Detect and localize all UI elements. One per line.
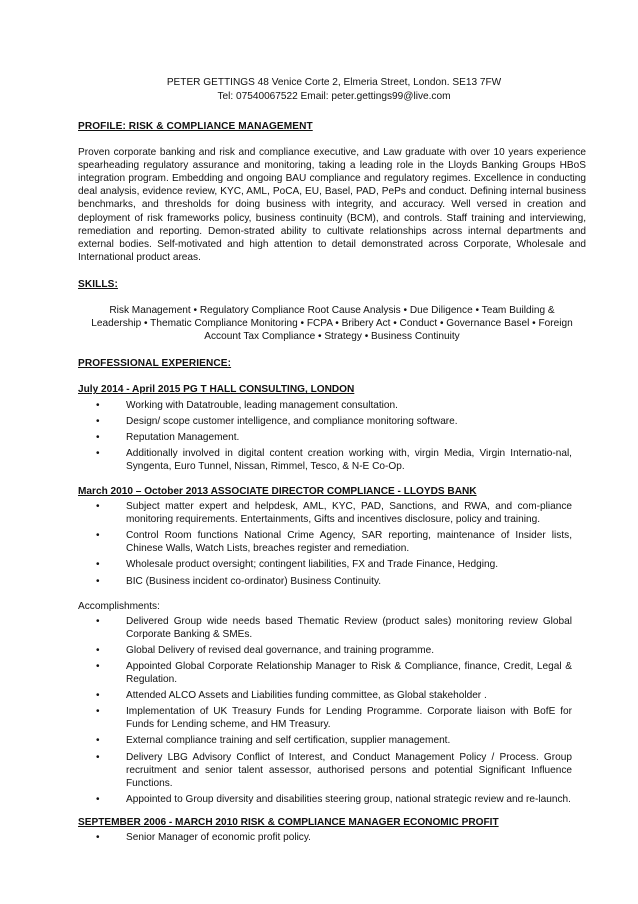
skills-list: Risk Management • Regulatory Compliance Root Cause Analysis • Due Diligence • Team Building & Leadership • Thematic Compliance Monitoring • FCPA • Bribery Act • Conduct • Governance Basel • Foreign Account Tax Compliance • Strategy • Business Continuity xyxy=(91,305,573,343)
job-entry xyxy=(78,485,586,806)
job-duties xyxy=(78,500,586,588)
bullet-icon: • xyxy=(96,559,100,571)
bullet-icon: • xyxy=(96,735,100,747)
list-item: • Reputation Management. xyxy=(96,431,240,443)
list-item: • Delivered Group wide needs based Thematic Review (product sales) monitoring review Global Corporate Banking & SMEs. xyxy=(96,615,572,640)
list-item: • Implementation of UK Treasury Funds for Lending Programme. Corporate liaison with BofE for Funds for Lending scheme, and HM Treasury. xyxy=(96,706,572,731)
list-item: • Global Delivery of revised deal governance, and training programme. xyxy=(96,644,435,656)
bullet-icon: • xyxy=(96,575,100,587)
job-duties xyxy=(78,831,586,844)
list-item: • Attended ALCO Assets and Liabilities funding committee, as Global stakeholder . xyxy=(96,690,487,702)
job-title: July 2014 - April 2015 PG T HALL CONSULTING, LONDON xyxy=(78,384,355,396)
contact-header xyxy=(82,76,586,104)
job-entry xyxy=(78,816,586,844)
list-item: • External compliance training and self certification, supplier management. xyxy=(96,735,451,747)
list-item: • Working with Datatrouble, leading management consultation. xyxy=(96,399,398,411)
bullet-icon: • xyxy=(96,706,100,718)
phone-email-line: Tel: 07540067522 Email: peter.gettings99@live.com xyxy=(217,91,451,102)
accomplishments-list xyxy=(78,615,586,806)
bullet-icon: • xyxy=(96,751,100,763)
list-item: • Delivery LBG Advisory Conflict of Interest, and Conduct Management Policy / Process. Group recruitment and senior talent assessor, authorised persons and potential Significant Influence Functions. xyxy=(96,751,572,789)
bullet-icon: • xyxy=(96,501,100,513)
skills-heading: SKILLS: xyxy=(78,278,118,290)
bullet-icon: • xyxy=(96,832,100,844)
list-item: • Wholesale product oversight; contingent liabilities, FX and Trade Finance, Hedging. xyxy=(96,559,498,571)
list-item: • Design/ scope customer intelligence, and compliance monitoring software. xyxy=(96,415,458,427)
bullet-icon: • xyxy=(96,447,100,459)
bullet-icon: • xyxy=(96,415,100,427)
bullet-icon: • xyxy=(96,690,100,702)
list-item: • Control Room functions National Crime Agency, SAR reporting, maintenance of Insider lists, Chinese Walls, Watch Lists, breaches register and remediation. xyxy=(96,530,572,555)
profile-heading: PROFILE: RISK & COMPLIANCE MANAGEMENT xyxy=(78,121,313,132)
job-duties xyxy=(78,399,586,473)
job-entry xyxy=(78,383,586,473)
bullet-icon: • xyxy=(96,661,100,672)
bullet-icon: • xyxy=(96,615,100,627)
list-item: • Appointed to Group diversity and disabilities steering group, national strategic review and re-launch. xyxy=(96,793,571,805)
bullet-icon: • xyxy=(96,793,100,805)
bullet-icon: • xyxy=(96,644,100,656)
bullet-icon: • xyxy=(96,431,100,443)
bullet-icon: • xyxy=(96,399,100,411)
list-item: • BIC (Business incident co-ordinator) Business Continuity. xyxy=(96,575,382,587)
job-title: SEPTEMBER 2006 - MARCH 2010 RISK & COMPLIANCE MANAGER ECONOMIC PROFIT xyxy=(78,816,499,828)
list-item: • Subject matter expert and helpdesk, AML, KYC, PAD, Sanctions, and RWA, and com-pliance monitoring requirements. Entertainments, Gifts and incentives disclosure, policy and training. xyxy=(96,501,572,526)
experience-heading: PROFESSIONAL EXPERIENCE: xyxy=(78,358,232,370)
profile-paragraph: Proven corporate banking and risk and compliance executive, and Law graduate with over 10 years experience spearheading regulatory assurance and monitoring, taking a leading role in the Lloyds Banking Groups HBoS integration program. Embedding and ongoing BAU compliance and regulatory regimes. Excellence in conducting deal analysis, evidence review, KYC, AML, PoCA, EU, Basel, PAD, PePs and conduct. Defining internal business benchmarks, and thresholds for doing business with integrity, and accuracy. Well versed in creation and deployment of risk frameworks policy, business continuity (BCM), and controls. Staff training and interviewing, remediation and reporting. Demon-strated ability to cultivate relationships across internal departments and external bodies. Self-motivated and high attention to detail demonstrated across Corporate, Wholesale and International product areas. xyxy=(78,147,586,263)
list-item: • Senior Manager of economic profit policy. xyxy=(96,832,311,844)
bullet-icon: • xyxy=(96,530,100,542)
accomplishments-label: Accomplishments: xyxy=(78,600,160,612)
job-title: March 2010 – October 2013 ASSOCIATE DIRECTOR COMPLIANCE - LLOYDS BANK xyxy=(78,485,477,497)
list-item: • Appointed Global Corporate Relationship Manager to Risk & Compliance, finance, Credit, Legal & Regulation. xyxy=(96,661,572,686)
name-address-line: PETER GETTINGS 48 Venice Corte 2, Elmeria Street, London. SE13 7FW xyxy=(166,77,502,88)
list-item: • Additionally involved in digital content creation working with, virgin Media, Virgin Internatio-nal, Syngenta, Euro Tunnel, Nissan, Rimmel, Tesco, & N-E Co-Op. xyxy=(96,447,572,472)
